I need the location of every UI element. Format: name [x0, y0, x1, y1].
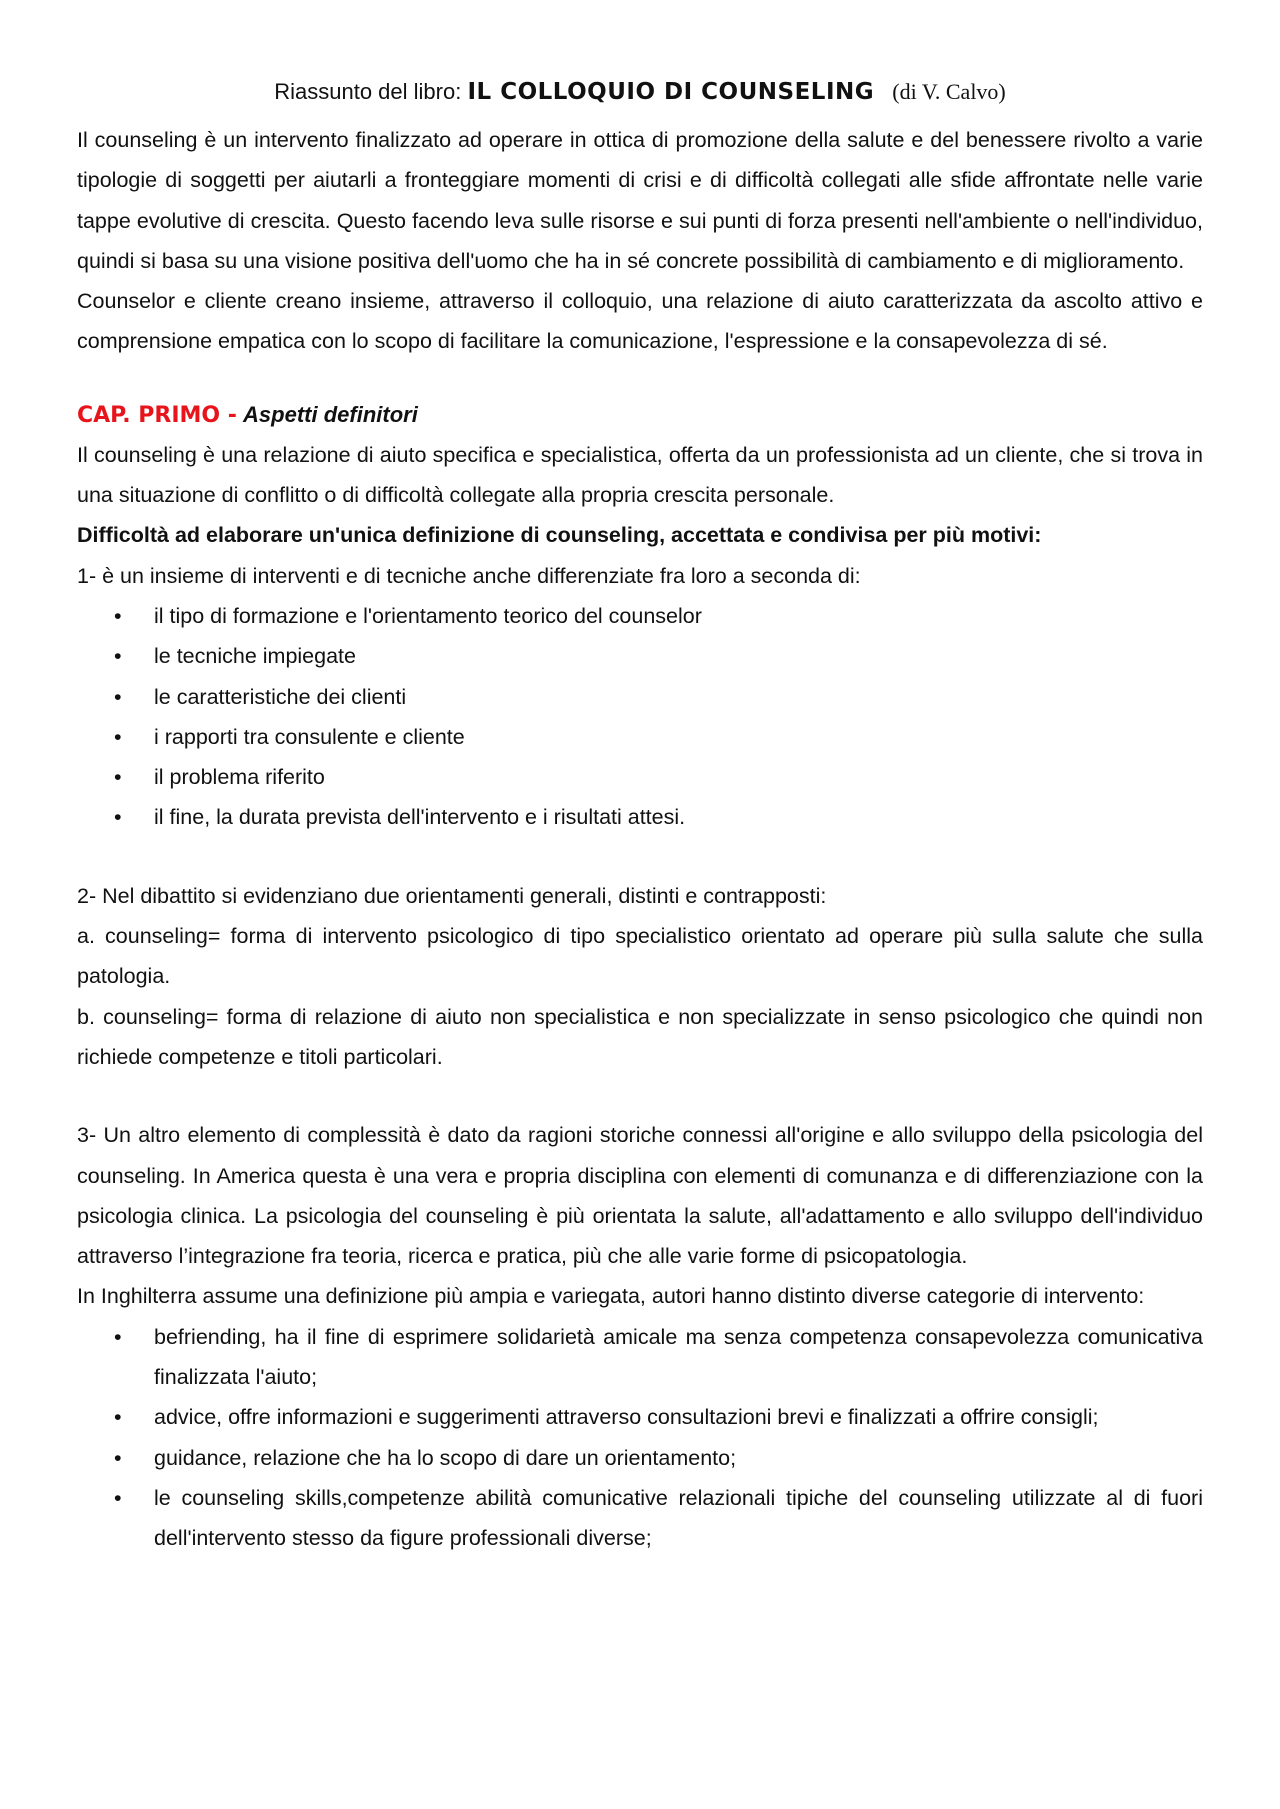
- list-item: • il fine, la durata prevista dell'intervento e i risultati attesi.: [114, 797, 1203, 837]
- book-title: IL COLLOQUIO DI COUNSELING: [467, 79, 875, 105]
- list-item: • le caratteristiche dei clienti: [114, 677, 1203, 717]
- bullet-icon: •: [114, 724, 122, 749]
- list-item: • guidance, relazione che ha lo scopo di dare un orientamento;: [114, 1438, 1203, 1478]
- bullet-icon: •: [114, 805, 122, 830]
- intro-paragraph-2: Counselor e cliente creano insieme, attraverso il colloquio, una relazione di aiuto caratterizzata da ascolto attivo e comprensione empatica con lo scopo di facilitare la comunicazione, l'espressione e la consapevolezza di sé.: [77, 289, 1203, 354]
- chapter-definition: Il counseling è una relazione di aiuto specifica e specialistica, offerta da un professionista ad un cliente, che si trova in una situazione di conflitto o di difficoltà collegate alla propria crescita personale.: [77, 442, 1203, 508]
- point-3-list: [77, 1317, 1203, 1559]
- list-item: • il problema riferito: [114, 757, 1203, 797]
- list-item: • il tipo di formazione e l'orientamento teorico del counselor: [114, 596, 1203, 636]
- chapter-subtitle: Aspetti definitori: [243, 401, 418, 427]
- title-prefix: Riassunto del libro:: [274, 79, 462, 104]
- bullet-icon: •: [114, 603, 122, 628]
- difficulty-heading: Difficoltà ad elaborare un'unica definizione di counseling, accettata e condivisa per più motivi:: [77, 523, 1042, 548]
- chapter-heading: [77, 396, 1203, 435]
- spacer: [77, 1077, 1203, 1115]
- point-1-list: [77, 596, 1203, 838]
- point-3: 3- Un altro elemento di complessità è dato da ragioni storiche connessi all'origine e allo sviluppo della psicologia del counseling. In America questa è una vera e propria disciplina con elementi di comunanza e di differenziazione con la psicologia clinica. La psicologia del counseling è più orientata la salute, all'adattamento e allo sviluppo dell'individuo attraverso l’integrazione fra teoria, ricerca e pratica, più che alle varie forme di psicopatologia.: [77, 1123, 1203, 1269]
- list-item: • le tecniche impiegate: [114, 636, 1203, 676]
- bullet-icon: •: [114, 1445, 122, 1470]
- bullet-icon: •: [114, 644, 122, 669]
- list-item: • advice, offre informazioni e suggerimenti attraverso consultazioni brevi e finalizzati a offrire consigli;: [114, 1397, 1203, 1437]
- bullet-icon: •: [114, 1485, 122, 1510]
- bullet-icon: •: [114, 1405, 122, 1430]
- book-author: (di V. Calvo): [892, 79, 1006, 104]
- bullet-icon: •: [114, 684, 122, 709]
- list-item: • i rapporti tra consulente e cliente: [114, 717, 1203, 757]
- document-title: [77, 70, 1203, 114]
- point-2-a: a. counseling= forma di intervento psicologico di tipo specialistico orientato ad operare più sulla salute che sulla patologia.: [77, 924, 1203, 989]
- spacer: [77, 838, 1203, 876]
- bullet-icon: •: [114, 1324, 122, 1349]
- bullet-icon: •: [114, 765, 122, 790]
- list-item: • befriending, ha il fine di esprimere solidarietà amicale ma senza competenza consapevolezza comunicativa finalizzata l'aiuto;: [114, 1317, 1203, 1398]
- intro-paragraph-1: Il counseling è un intervento finalizzato ad operare in ottica di promozione della salute e del benessere rivolto a varie tipologie di soggetti per aiutarli a fronteggiare momenti di crisi e di difficoltà collegati alle sfide affrontate nelle varie tappe evolutive di crescita. Questo facendo leva sulle risorse e sui punti di forza presenti nell'ambiente o nell'individuo, quindi si basa su una visione positiva dell'uomo che ha in sé concrete possibilità di cambiamento e di miglioramento.: [77, 128, 1203, 273]
- point-2: 2- Nel dibattito si evidenziano due orientamenti generali, distinti e contrapposti:: [77, 883, 827, 908]
- list-item: • le counseling skills,competenze abilità comunicative relazionali tipiche del counseling utilizzate al di fuori dell'intervento stesso da figure professionali diverse;: [114, 1478, 1203, 1559]
- point-2-b: b. counseling= forma di relazione di aiuto non specialistica e non specializzate in senso psicologico che quindi non richiede competenze e titoli particolari.: [77, 1004, 1203, 1069]
- chapter-label: CAP. PRIMO -: [77, 402, 237, 428]
- point-3-uk: In Inghilterra assume una definizione più ampia e variegata, autori hanno distinto diverse categorie di intervento:: [77, 1284, 1145, 1309]
- point-1: 1- è un insieme di interventi e di tecniche anche differenziate fra loro a seconda di:: [77, 563, 861, 588]
